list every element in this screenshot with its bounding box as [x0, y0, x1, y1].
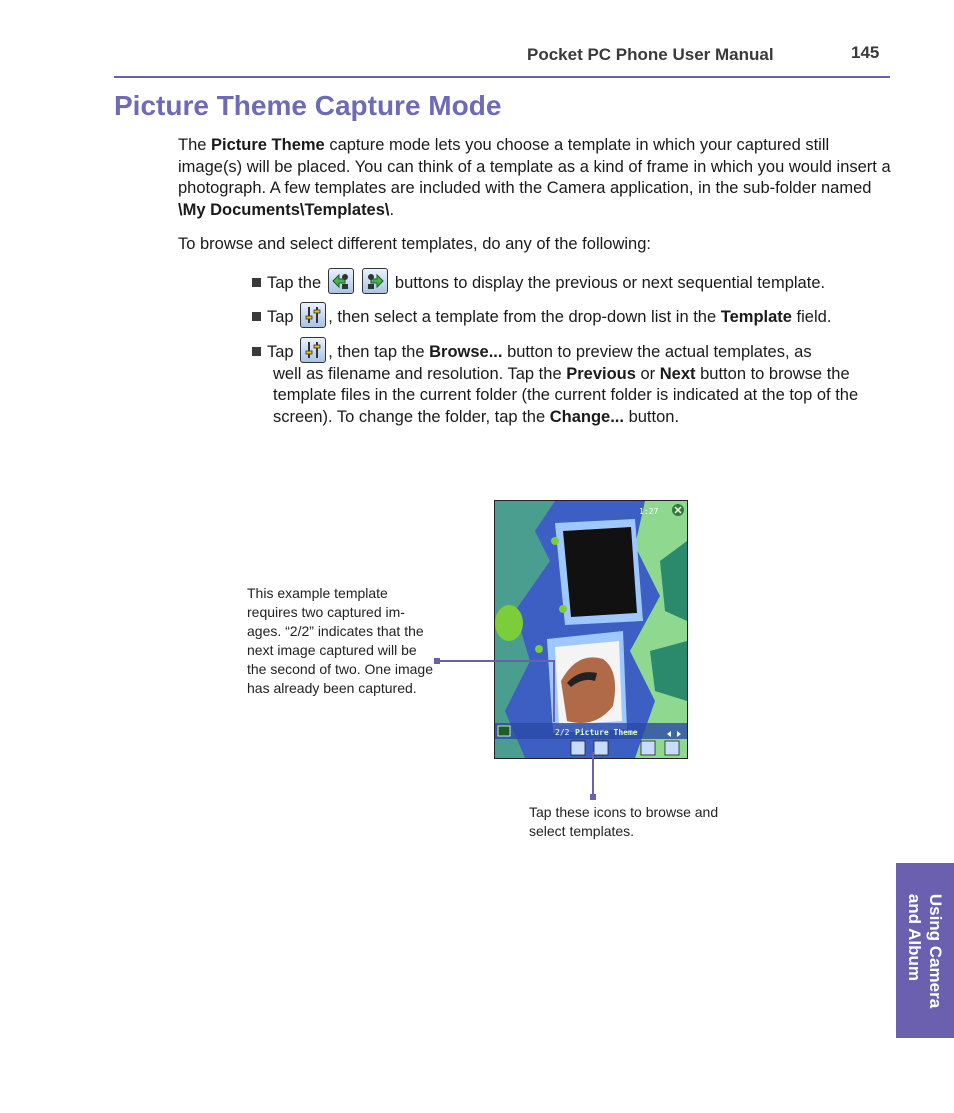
screen-counter: 2/2	[555, 728, 570, 737]
chapter-side-tab	[896, 863, 954, 1038]
icons-dot	[590, 794, 596, 800]
icons-callout: Tap these icons to browse and select templates.	[529, 804, 719, 839]
browse-intro: To browse and select different templates, do any of the following:	[178, 235, 651, 253]
bullet-square	[252, 278, 261, 287]
section-title: Picture Theme Capture Mode	[114, 90, 502, 121]
tools-icon	[300, 302, 326, 328]
bullet-square	[252, 312, 261, 321]
screen-mode-label: Picture Theme	[575, 728, 638, 737]
template-callout: This example template requires two captured im-ages. “2/2” indicates that the next image captured will be the second of two. One image has already been captured.	[247, 585, 433, 696]
next-template-icon	[362, 268, 388, 294]
page-number: 145	[851, 43, 880, 62]
previous-template-icon	[328, 268, 354, 294]
bullet-template-field: Tap , then select a template from the drop-down list in the Template field.	[252, 302, 892, 329]
screen-clock: 1:27	[639, 507, 659, 516]
bullet-prev-next: Tap the buttons to display the previous or next sequential template.	[252, 268, 892, 295]
bullet-browse: Tap , then tap the Browse... button to preview the actual templates, as well as filename and resolution. Tap the Previous or Next button to browse the template files in the current folder (the current folder is indicated at the top of the screen). To change the folder, tap the Change... button.	[252, 337, 892, 428]
manual-title: Pocket PC Phone User Manual	[527, 45, 774, 64]
bullet-square	[252, 347, 261, 356]
header-rule	[114, 76, 890, 78]
callout-leader	[553, 660, 555, 722]
callout-leader	[437, 660, 554, 662]
icons-leader	[592, 752, 594, 796]
tools-icon	[300, 337, 326, 363]
camera-screenshot	[494, 500, 688, 759]
chapter-tab-label: Using Camera and Album	[905, 893, 945, 1008]
intro-paragraph: The Picture Theme capture mode lets you choose a template in which your captured still image(s) will be placed. You can think of a template as a kind of frame in which you would insert a photograph. A few templates are included with the Camera application, in the sub-folder named \My Documents\Templates\.	[178, 136, 891, 219]
